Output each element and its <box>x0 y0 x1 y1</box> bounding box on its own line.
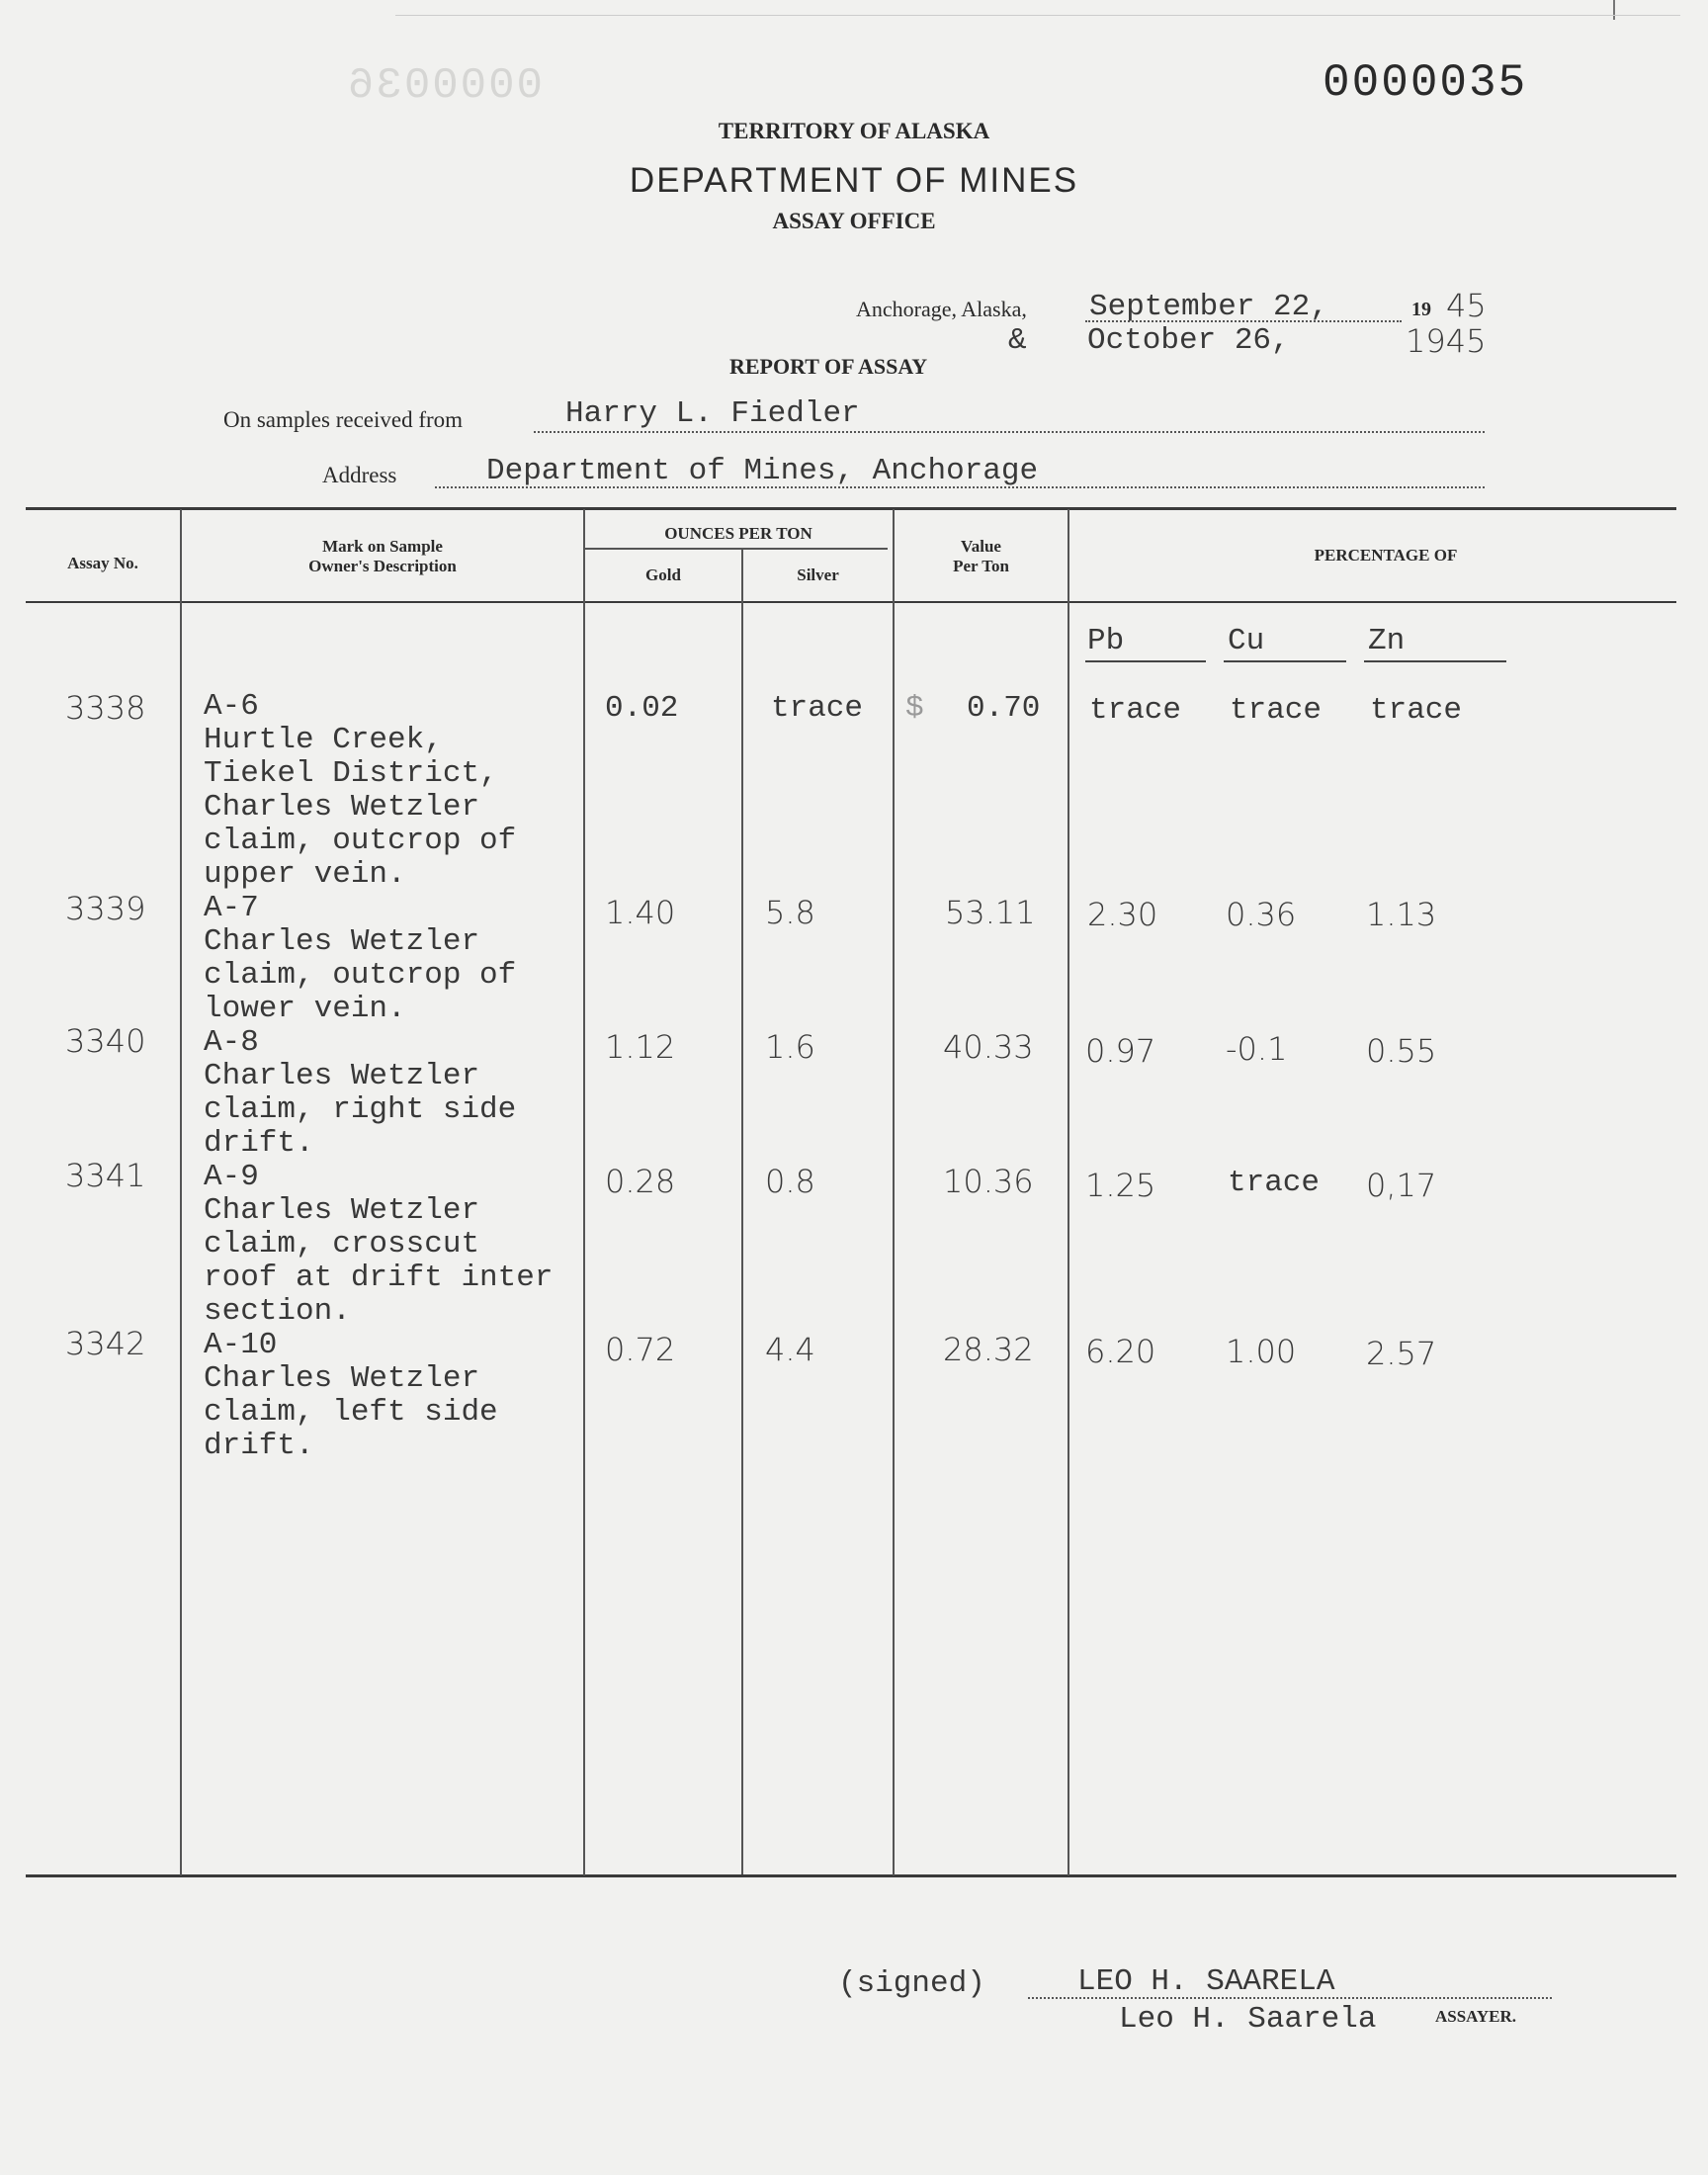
document-number: 0000035 <box>1323 57 1528 109</box>
col-divider-5 <box>1068 509 1069 1875</box>
table-top-rule <box>26 507 1676 510</box>
table-bottom-rule <box>26 1874 1676 1877</box>
row-3339-gold: 1.40 <box>605 894 676 931</box>
printed-name: Leo H. Saarela <box>1119 2002 1377 2037</box>
row-3342-silver: 4.4 <box>765 1331 815 1368</box>
date-second: October 26, <box>1087 323 1290 358</box>
row-3342-desc: A-10 Charles Wetzler claim, left side drift. <box>204 1328 498 1463</box>
table-header-rule <box>26 601 1676 603</box>
row-3341-cu: trace <box>1228 1166 1321 1200</box>
row-3338-assay: 3338 <box>65 689 146 727</box>
assayer-title: ASSAYER. <box>1435 2007 1517 2026</box>
signed-label: (signed) <box>838 1966 985 2001</box>
location-label: Anchorage, Alaska, <box>856 297 1027 321</box>
header-silver: Silver <box>797 566 839 584</box>
row-3342-zn: 2.57 <box>1366 1335 1437 1372</box>
row-3342-value: 28.32 <box>943 1331 1034 1368</box>
row-3342-assay: 3342 <box>65 1325 146 1362</box>
row-3338-desc: A-6 Hurtle Creek, Tiekel District, Charles Wetzler claim, outcrop of upper vein. <box>204 689 517 892</box>
row-3342-gold: 0.72 <box>605 1331 676 1368</box>
header-assay-no: Assay No. <box>67 554 138 572</box>
scan-mark-top <box>1613 0 1615 20</box>
row-3338-pb: trace <box>1089 693 1182 728</box>
ampersand: & <box>1008 323 1027 358</box>
address-label: Address <box>322 463 397 487</box>
samples-label: On samples received from <box>223 407 464 432</box>
pct-col-pb-underline <box>1085 660 1206 662</box>
col-divider-3 <box>741 550 743 1874</box>
row-3341-silver: 0.8 <box>765 1163 815 1200</box>
row-3339-desc: A-7 Charles Wetzler claim, outcrop of lower vein. <box>204 891 517 1026</box>
row-3342-cu: 1.00 <box>1226 1333 1297 1370</box>
samples-from-value: Harry L. Fiedler <box>565 396 860 431</box>
header-percentage: PERCENTAGE OF <box>1314 546 1458 565</box>
row-3338-dollar-sign: $ <box>905 691 924 726</box>
year-first: 45 <box>1446 287 1487 324</box>
century-label: 19 <box>1411 299 1431 320</box>
col-divider-1 <box>180 509 182 1875</box>
pct-col-pb: Pb <box>1087 624 1125 658</box>
row-3338-silver: trace <box>771 691 864 726</box>
row-3340-desc: A-8 Charles Wetzler claim, right side drift. <box>204 1025 517 1161</box>
row-3340-value: 40.33 <box>943 1028 1034 1066</box>
department-heading: DEPARTMENT OF MINES <box>629 161 1079 200</box>
year-second: 1945 <box>1406 322 1487 360</box>
ounces-subrule <box>585 548 888 550</box>
row-3339-cu: 0.36 <box>1226 896 1297 933</box>
row-3340-gold: 1.12 <box>605 1028 676 1066</box>
ghost-document-number: 0000036 <box>346 61 543 111</box>
pct-col-cu: Cu <box>1228 624 1265 658</box>
assay-office-heading: ASSAY OFFICE <box>772 209 936 233</box>
row-3340-pb: 0.97 <box>1085 1032 1156 1070</box>
col-divider-2 <box>583 509 585 1875</box>
header-value-line2: Per Ton <box>953 557 1009 575</box>
header-gold: Gold <box>645 566 681 584</box>
row-3341-value: 10.36 <box>943 1163 1034 1200</box>
row-3342-pb: 6.20 <box>1085 1333 1156 1370</box>
col-divider-4 <box>893 509 895 1875</box>
row-3341-pb: 1.25 <box>1085 1167 1156 1204</box>
pct-col-zn: Zn <box>1368 624 1406 658</box>
header-value-line1: Value <box>961 537 1001 556</box>
row-3341-gold: 0.28 <box>605 1163 676 1200</box>
row-3338-value: 0.70 <box>967 691 1041 726</box>
pct-col-cu-underline <box>1224 660 1346 662</box>
row-3341-zn: 0,17 <box>1366 1167 1437 1204</box>
row-3341-desc: A-9 Charles Wetzler claim, crosscut roof at drift inter section. <box>204 1160 554 1329</box>
header-mark-line1: Mark on Sample <box>322 537 443 556</box>
row-3339-silver: 5.8 <box>765 894 815 931</box>
scan-mark-top-line <box>395 15 1680 16</box>
territory-heading: TERRITORY OF ALASKA <box>718 119 990 143</box>
pct-col-zn-underline <box>1364 660 1506 662</box>
date-first: September 22, <box>1089 290 1328 324</box>
row-3338-cu: trace <box>1230 693 1323 728</box>
row-3339-zn: 1.13 <box>1366 896 1437 933</box>
row-3341-assay: 3341 <box>65 1157 146 1194</box>
row-3339-pb: 2.30 <box>1087 896 1158 933</box>
report-title: REPORT OF ASSAY <box>729 354 928 379</box>
row-3338-zn: trace <box>1370 693 1463 728</box>
row-3340-assay: 3340 <box>65 1022 146 1060</box>
row-3339-assay: 3339 <box>65 890 146 927</box>
row-3339-value: 53.11 <box>945 894 1036 931</box>
signed-name: LEO H. SAARELA <box>1077 1964 1335 1999</box>
row-3340-silver: 1.6 <box>765 1028 815 1066</box>
address-value: Department of Mines, Anchorage <box>486 454 1039 488</box>
header-ounces-per-ton: OUNCES PER TON <box>664 524 812 543</box>
row-3340-zn: 0.55 <box>1366 1032 1437 1070</box>
row-3340-cu: -0.1 <box>1226 1030 1288 1068</box>
row-3338-gold: 0.02 <box>605 691 679 726</box>
header-mark-line2: Owner's Description <box>308 557 457 575</box>
